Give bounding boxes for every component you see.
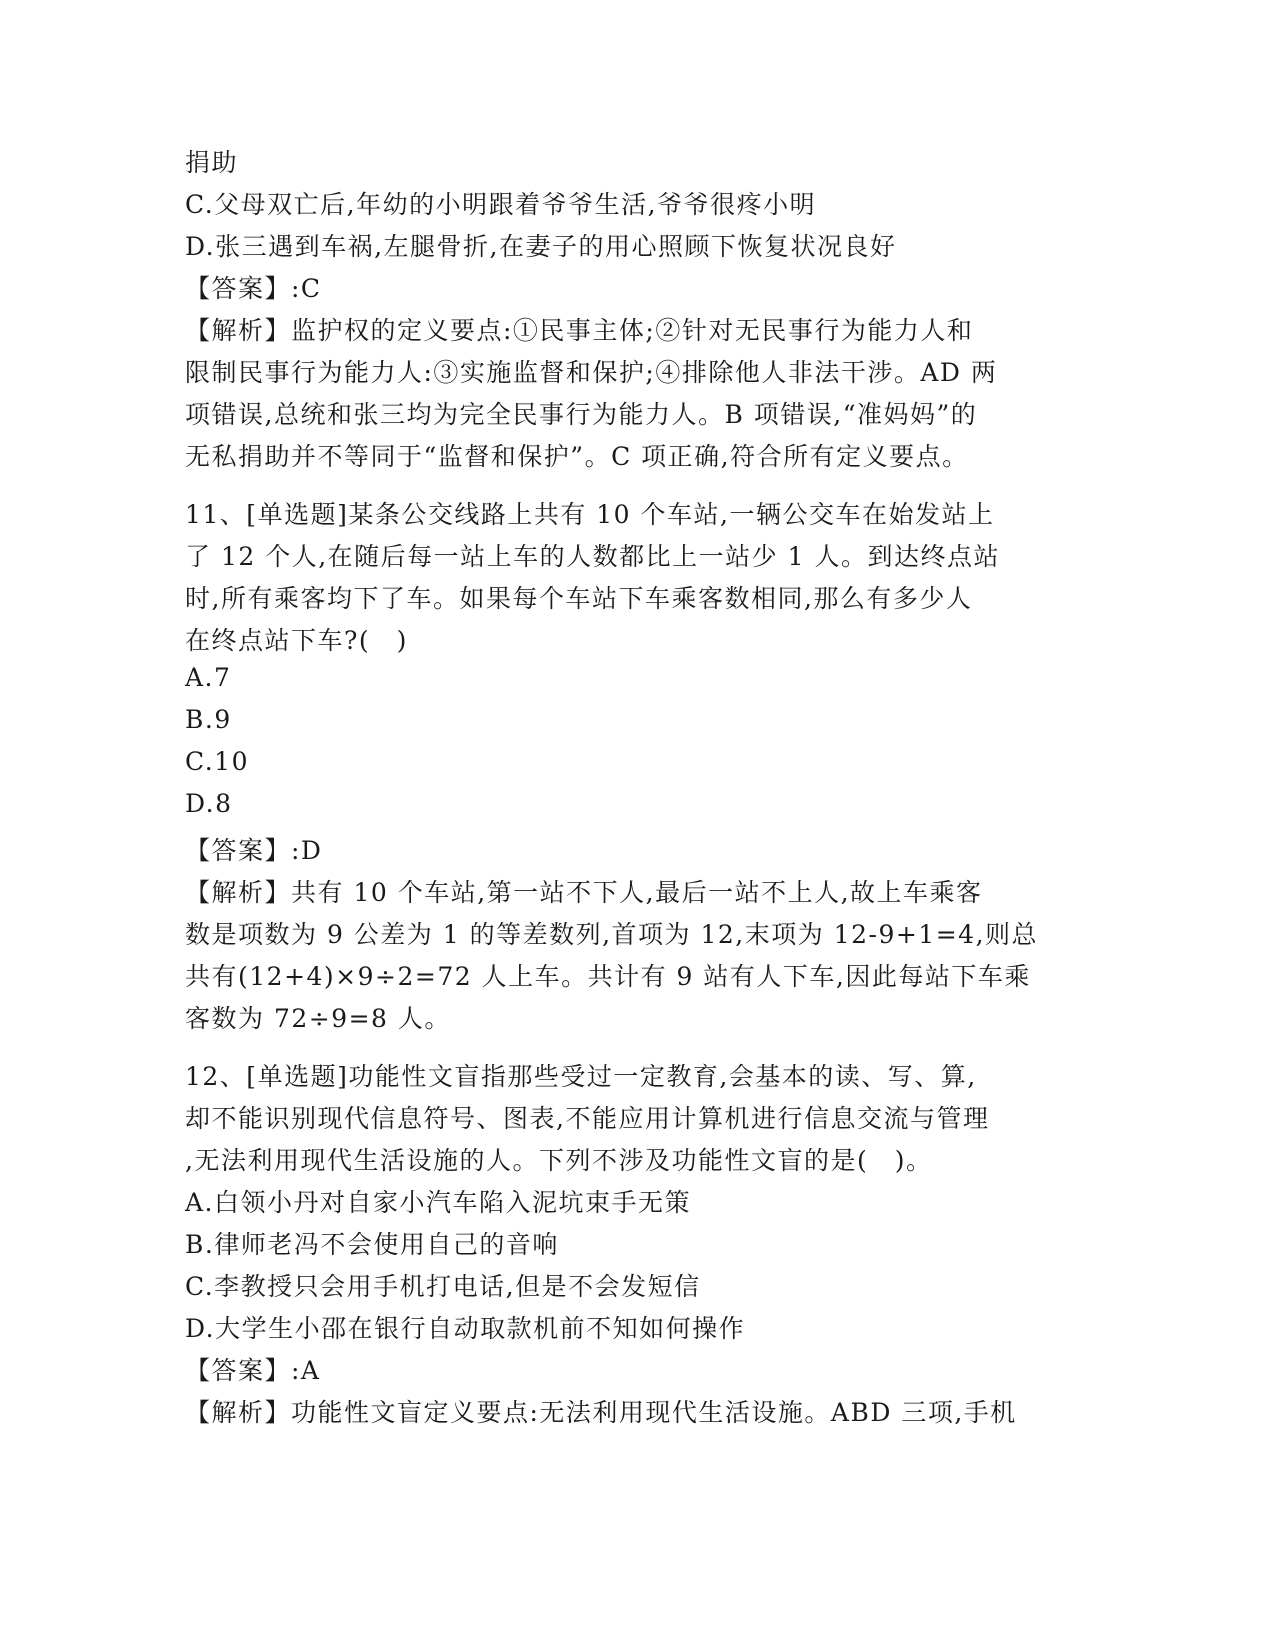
q12-option-a: A.白领小丹对自家小汽车陷入泥坑束手无策 [185,1188,692,1217]
q10-option-d: D.张三遇到车祸,左腿骨折,在妻子的用心照顾下恢复状况良好 [185,232,897,261]
q12-stem-line: ,无法利用现代生活设施的人。下列不涉及功能性文盲的是( )。 [185,1146,933,1175]
q11-option-d: D.8 [185,789,233,818]
q11-analysis-line: 共有(12+4)×9÷2=72 人上车。共计有 9 站有人下车,因此每站下车乘 [185,962,1031,991]
q11-stem-line: 11、[单选题]某条公交线路上共有 10 个车站,一辆公交车在始发站上 [185,500,995,529]
q12-option-c: C.李教授只会用手机打电话,但是不会发短信 [185,1272,701,1301]
q11-answer: 【答案】:D [185,836,323,865]
q12-option-b: B.律师老冯不会使用自己的音响 [185,1230,559,1259]
q11-analysis-line: 客数为 72÷9=8 人。 [185,1004,451,1033]
q10-analysis-line: 无私捐助并不等同于“监督和保护”。C 项正确,符合所有定义要点。 [185,442,969,471]
q11-option-a: A.7 [185,663,232,692]
q11-stem-line: 在终点站下车?( ) [185,626,408,655]
q12-stem-line: 12、[单选题]功能性文盲指那些受过一定教育,会基本的读、写、算, [185,1062,977,1091]
q10-analysis-line: 项错误,总统和张三均为完全民事行为能力人。B 项错误,“准妈妈”的 [185,400,978,429]
q12-stem-line: 却不能识别现代信息符号、图表,不能应用计算机进行信息交流与管理 [185,1104,990,1133]
q10-option-b-tail: 捐助 [185,148,239,177]
q12-option-d: D.大学生小邵在银行自动取款机前不知如何操作 [185,1314,746,1343]
q10-analysis-line: 【解析】监护权的定义要点:①民事主体;②针对无民事行为能力人和 [185,316,974,345]
q12-analysis-line: 【解析】功能性文盲定义要点:无法利用现代生活设施。ABD 三项,手机 [185,1398,1017,1427]
q11-analysis-line: 数是项数为 9 公差为 1 的等差数列,首项为 12,末项为 12-9+1=4,则总 [185,920,1039,949]
q11-option-b: B.9 [185,705,232,734]
q11-option-c: C.10 [185,747,249,776]
q10-answer: 【答案】:C [185,274,322,303]
q10-option-c: C.父母双亡后,年幼的小明跟着爷爷生活,爷爷很疼小明 [185,190,817,219]
q11-stem-line: 了 12 个人,在随后每一站上车的人数都比上一站少 1 人。到达终点站 [185,542,1000,571]
q11-analysis-line: 【解析】共有 10 个车站,第一站不下人,最后一站不上人,故上车乘客 [185,878,983,907]
q11-stem-line: 时,所有乘客均下了车。如果每个车站下车乘客数相同,那么有多少人 [185,584,973,613]
q12-answer: 【答案】:A [185,1356,321,1385]
q10-analysis-line: 限制民事行为能力人:③实施监督和保护;④排除他人非法干涉。AD 两 [185,358,998,387]
